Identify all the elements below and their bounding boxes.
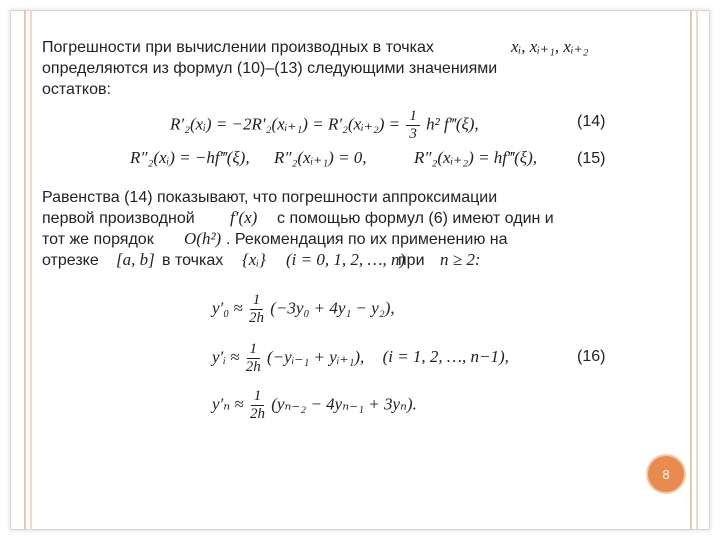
eq16-row1-rhs: (−3y₀ + 4y₁ − y₂),	[270, 298, 395, 318]
eq15-part3: R″₂(xᵢ₊₂) = hf‴(ξ),	[414, 148, 538, 167]
eq16-row3	[212, 388, 417, 423]
para2-line3b: . Рекомендация по их применению на	[226, 231, 508, 248]
eq16-number: (16)	[577, 348, 606, 365]
eq15-number: (15)	[577, 150, 606, 167]
eq16-row1-fraction	[249, 292, 264, 327]
para1-line1: Погрешности при вычислении производных в точках	[42, 39, 434, 56]
para1-line3: остатков:	[42, 81, 111, 98]
eq16-row1-lhs: y′₀ ≈	[212, 298, 243, 318]
page-number-badge	[646, 454, 686, 494]
para2-line4a: отрезке	[42, 252, 99, 269]
para2-interval: [a, b]	[116, 250, 155, 269]
para2-line1: Равенства (14) показывают, что погрешности аппроксимации	[42, 189, 498, 206]
para2-line2a: первой производной	[42, 210, 195, 227]
eq15-part2: R″₂(xᵢ₊₁) = 0,	[274, 148, 367, 167]
right-border-stripe-inner	[696, 10, 698, 530]
para2-derivative-formula: f′(x)	[230, 208, 258, 227]
para2-point-set: {xᵢ}	[242, 250, 266, 269]
points-formula: xᵢ, xᵢ₊₁, xᵢ₊₂	[511, 37, 589, 56]
eq16-row1	[212, 292, 395, 327]
eq16-row2	[212, 341, 509, 376]
eq14-frac-num: 1	[406, 108, 420, 126]
left-border-stripe	[24, 10, 26, 530]
equation-14	[170, 108, 479, 143]
eq14-frac-den: 3	[409, 126, 417, 142]
eq16-frac-den: 2h	[245, 359, 261, 375]
right-border-stripe	[690, 10, 692, 530]
page-number: 8	[662, 466, 670, 482]
eq16-row2-rhs: (−yᵢ₋₁ + yᵢ₊₁),	[267, 347, 365, 367]
slide-frame	[10, 10, 710, 530]
para2-condition: n ≥ 2:	[440, 250, 481, 269]
left-border-stripe-inner	[30, 10, 32, 530]
eq16-row3-lhs: y′ₙ ≈	[212, 394, 244, 414]
eq16-row3-fraction	[250, 388, 265, 423]
eq16-row2-lhs: y′ᵢ ≈	[212, 347, 240, 367]
para2-order-formula: O(h²)	[184, 229, 222, 248]
eq16-row2-range: (i = 1, 2, …, n−1),	[382, 347, 509, 367]
eq16-frac-den: 2h	[249, 310, 265, 326]
para2-line3a: тот же порядок	[42, 231, 154, 248]
eq16-frac-den: 2h	[249, 406, 265, 422]
eq16-frac-num: 1	[251, 388, 265, 406]
eq14-fraction	[406, 108, 420, 143]
eq16-frac-num: 1	[247, 341, 261, 359]
para2-line4c: при	[398, 252, 425, 269]
para2-index-range: (i = 0, 1, 2, …, n)	[286, 250, 406, 269]
para2-line2b: с помощью формул (6) имеют один и	[277, 210, 554, 227]
eq16-frac-num: 1	[250, 292, 264, 310]
eq15-part1: R″₂(xᵢ) = −hf‴(ξ),	[130, 148, 250, 167]
para2-line4b: в точках	[162, 252, 224, 269]
para1-line2: определяются из формул (10)–(13) следующими значениями	[42, 60, 498, 77]
eq14-rhs: h² f‴(ξ),	[426, 114, 479, 134]
eq14-lhs: R′₂(xᵢ) = −2R′₂(xᵢ₊₁) = R′₂(xᵢ₊₂) =	[170, 114, 401, 134]
eq16-row2-fraction	[246, 341, 261, 376]
eq16-row3-rhs: (yₙ₋₂ − 4yₙ₋₁ + 3yₙ).	[271, 394, 417, 414]
eq14-number: (14)	[577, 113, 606, 130]
